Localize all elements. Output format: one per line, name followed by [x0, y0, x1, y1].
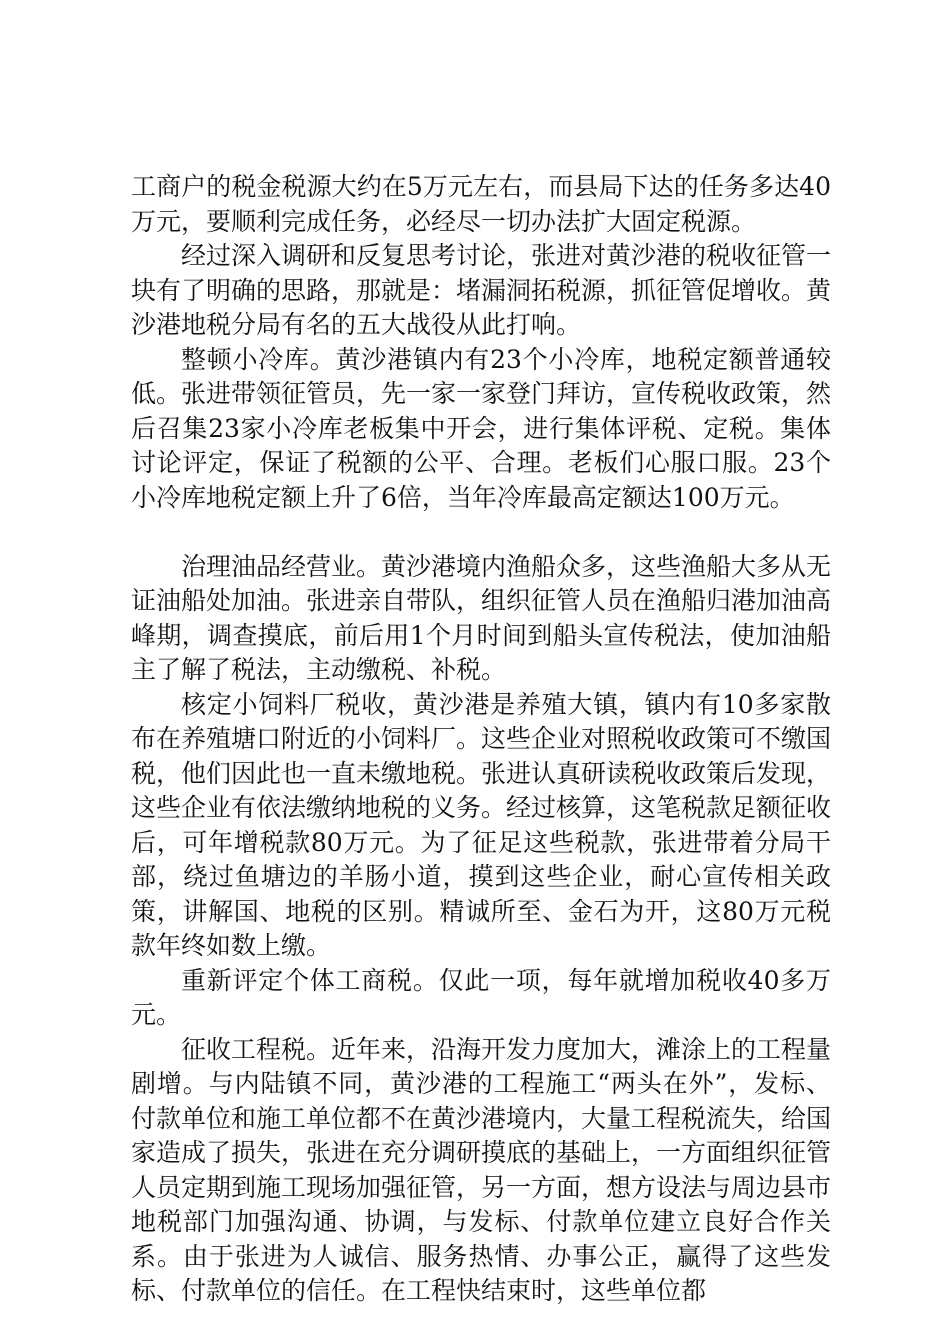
- paragraph-1: 工商户的税金税源大约在5万元左右，而县局下达的任务多达40万元，要顺利完成任务，必经尽一切办法扩大固定税源。: [131, 172, 831, 236]
- paragraph-7: 征收工程税。近年来，沿海开发力度加大，滩涂上的工程量剧增。与内陆镇不同，黄沙港的工程施工“两头在外”，发标、付款单位和施工单位都不在黄沙港境内，大量工程税流失，给国家造成了损失，张进在充分调研摸底的基础上，一方面组织征管人员定期到施工现场加强征管，另一方面，想方设法与周边县市地税部门加强沟通、协调，与发标、付款单位建立良好合作关系。由于张进为人诚信、服务热情、办事公正，赢得了这些发标、付款单位的信任。在工程快结束时，这些单位都: [131, 1034, 832, 1305]
- paragraph-5: 核定小饲料厂税收，黄沙港是养殖大镇，镇内有10多家散布在养殖塘口附近的小饲料厂。这些企业对照税收政策可不缴国税，他们因此也一直未缴地税。张进认真研读税收政策后发现，这些企业有依法缴纳地税的义务。经过核算，这笔税款足额征收后，可年增税款80万元。为了征足这些税款，张进带着分局干部，绕过鱼塘边的羊肠小道，摸到这些企业，耐心宣传相关政策，讲解国、地税的区别。精诚所至、金石为开，这80万元税款年终如数上缴。: [131, 689, 832, 960]
- document-body: [131, 170, 831, 1309]
- paragraph-4: 治理油品经营业。黄沙港境内渔船众多，这些渔船大多从无证油船处加油。张进亲自带队，组织征管人员在渔船归港加油高峰期，调查摸底，前后用1个月时间到船头宣传税法，使加油船主了解了税法，主动缴税、补税。: [131, 551, 832, 684]
- paragraph-2: 经过深入调研和反复思考讨论，张进对黄沙港的税收征管一块有了明确的思路，那就是：堵漏洞拓税源，抓征管促增收。黄沙港地税分局有名的五大战役从此打响。: [131, 241, 832, 339]
- blank-line: [131, 515, 831, 550]
- paragraph-6: 重新评定个体工商税。仅此一项，每年就增加税收40多万元。: [131, 965, 831, 1029]
- paragraph-3: 整顿小冷库。黄沙港镇内有23个小冷库，地税定额普通较低。张进带领征管员，先一家一家登门拜访，宣传税收政策，然后召集23家小冷库老板集中开会，进行集体评税、定税。集体讨论评定，保证了税额的公平、合理。老板们心服口服。23个小冷库地税定额上升了6倍，当年冷库最高定额达100万元。: [131, 344, 832, 512]
